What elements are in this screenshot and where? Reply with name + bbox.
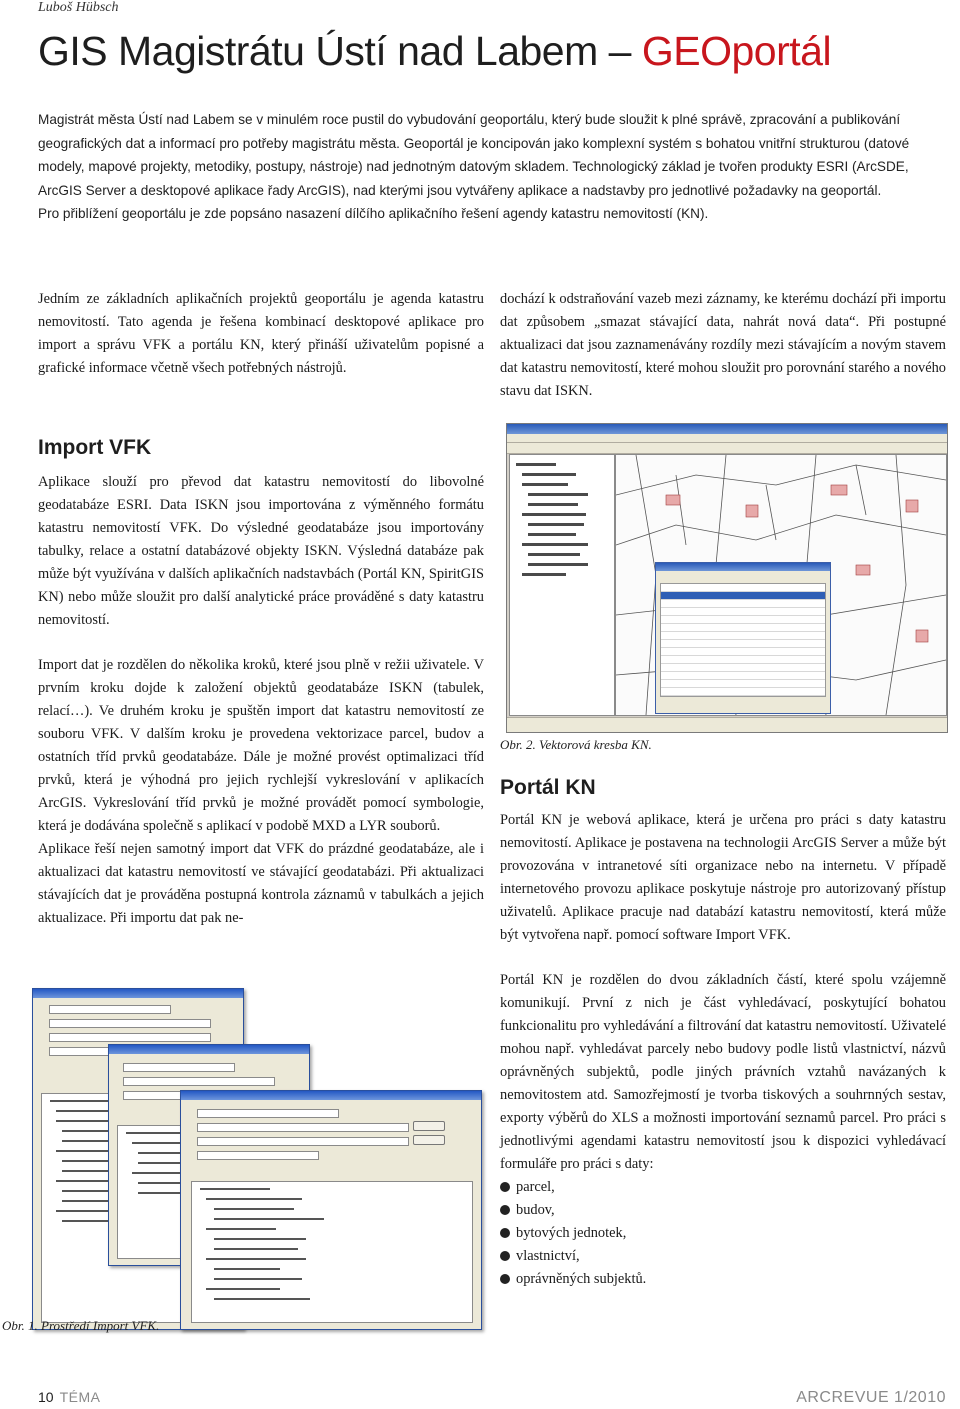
page-footer-left (38, 1389, 100, 1405)
import-vfk-section (38, 471, 484, 930)
bullet-icon (500, 1228, 510, 1238)
portal-kn-p1: Portál KN je webová aplikace, která je určena pro práci s daty katastru nemovitostí. Aplikace je postavena na technologii ArcGIS Server a může být provozována v intranetové síti organizace nebo na internetu. V případě internetového provozu aplikace poskytuje nástroje pro autorizovaný přístup uživatelů. Aplikace pracuje nad databází katastru nemovitostí, která může být vytvořena např. pomocí software Import VFK. (500, 812, 946, 943)
left-intro-text: Jedním ze základních aplikačních projektů geoportálu je agenda katastru nemovitostí. Tato agenda je řešena kombinací desktopové aplikace pro import a správu VFK a portálu KN, který přináší uživatelům popisné a grafické informace včetně všech potřebných nástrojů. (38, 291, 484, 376)
portal-kn-section (500, 809, 946, 1291)
right-intro (500, 288, 946, 403)
section-name: TÉMA (59, 1389, 101, 1405)
portal-kn-heading-wrap (500, 776, 946, 800)
list-item: oprávněných subjektů. (500, 1268, 946, 1291)
lead-text-2: Pro přiblížení geoportálu je zde popsáno nasazení dílčího aplikačního řešení agendy katastru nemovitostí (KN). (38, 206, 709, 221)
page-number: 10 (38, 1389, 54, 1405)
list-item: budov, (500, 1199, 946, 1222)
right-intro-text: dochází k odstraňování vazeb mezi záznamy, ke kterému dochází při importu dat způsobem „smazat stávající data, nahrát nová data“. Při postupné aktualizaci dat jsou zaznamenávány rozdíly mezi stávajícím a novým stavem dat katastru nemovitostí, které mohou sloužit pro porovnání starého a nového stavu dat ISKN. (500, 291, 946, 399)
import-vfk-heading-wrap (38, 436, 484, 460)
import-vfk-heading: Import VFK (38, 436, 152, 459)
magazine-issue: ARCREVUE 1/2010 (796, 1389, 946, 1406)
lead-text-1: Magistrát města Ústí nad Labem se v minulém roce pustil do vybudování geoportálu, který bude sloužit k plné správě, zpracování a publikování geografických dat a informací pro potřeby magistrátu města. Geoportál je koncipován jako komplexní systém s bohatou vnitřní strukturou (datové modely, mapové projekty, metodiky, postupy, nástroje) nad jednotným datovým skladem. Technologický základ je tvořen produkty ESRI (ArcSDE, ArcGIS Server a desktopové aplikace řady ArcGIS), nad kterými jsou vytvářeny aplikace a nadstavby pro jednotlivé požadavky na geoportál. (38, 112, 910, 198)
import-vfk-p2: Import dat je rozdělen do několika kroků, které jsou plně v režii uživatele. V prvním kroku dojde k založení objektů geodatabáze ISKN (tabulek, relací…). Ve druhém kroku je spuštěn import dat katastru nemovitostí ze souboru VFK. V dalším kroku je provedena vektorizace parcel, budov a ostatních tříd prvků geodatabáze. Dále je možné provést optimalizaci tříd prvků, která je výhodná pro jejich rychlejší vykreslování v aplikacích ArcGIS. Vykreslování tříd prvků je možné provádět pomocí symbologie, která je dodávána společně s aplikací v podobě MXD a LYR souborů. (38, 657, 484, 834)
attribute-dialog (655, 562, 831, 714)
layer-tree-panel (509, 454, 615, 716)
import-vfk-window-3 (180, 1090, 482, 1330)
figure-vector-map (506, 423, 948, 733)
author-name: Luboš Hübsch (38, 0, 119, 15)
title-accent: GEOportál (641, 28, 832, 74)
figure-1-caption: Obr. 1. Prostředí Import VFK. (2, 1318, 160, 1333)
portal-kn-p2: Portál KN je rozdělen do dvou základních částí, které spolu vzájemně komunikují. První z nich je část vyhledávací, poskytující bohatou funkcionalitu pro vyhledávání a filtrování dat katastru nemovitostí. Uživatelé mohou např. vyhledávat parcely nebo budovy podle listů vlastnictví, názvů oprávněných subjektů, podle jiných právních vztahů navázaných k nemovitostem atd. Samozřejmostí je tvorba tiskových a souhrnných sestav, exporty výběrů do XLS a možnosti importování seznamů parcel. Pro práci s jednotlivými agendami katastru nemovitostí jsou k dispozici vyhledávací formuláře pro práci s daty: (500, 972, 946, 1172)
search-forms-list (500, 1176, 946, 1291)
bullet-icon (500, 1182, 510, 1192)
bullet-icon (500, 1205, 510, 1215)
lead-paragraph (38, 108, 933, 226)
article-title (38, 28, 831, 75)
figure-import-vfk (0, 988, 486, 1333)
import-vfk-p3: Aplikace řeší nejen samotný import dat VFK do prázdné geodatabáze, ale i aktualizaci dat katastru nemovitostí ve stávající geodatabázi. Při aktualizaci stávajících dat je prováděna postupná kontrola záznamů v tabulkách a jejich aktualizace. Při importu dat pak ne- (38, 841, 484, 926)
portal-kn-heading: Portál KN (500, 776, 596, 799)
figure-2-caption: Obr. 2. Vektorová kresba KN. (500, 737, 652, 752)
bullet-icon (500, 1274, 510, 1284)
title-main: GIS Magistrátu Ústí nad Labem – (38, 28, 642, 74)
list-item: parcel, (500, 1176, 946, 1199)
left-intro (38, 288, 484, 380)
list-item: vlastnictví, (500, 1245, 946, 1268)
list-item: bytových jednotek, (500, 1222, 946, 1245)
import-vfk-p1: Aplikace slouží pro převod dat katastru nemovitostí do libovolné geodatabáze ESRI. Data ISKN jsou importována z výměnného formátu katastru nemovitostí VFK. Do výsledné geodatabáze jsou importovány tabulky, relace a ostatní databázové objekty ISKN. Výsledná databáze pak může být využívána v dalších aplikačních nadstavbách (Portál KN, SpiritGIS KN) nebo může sloužit pro další analytické práce prováděné s daty katastru nemovitostí. (38, 474, 484, 628)
bullet-icon (500, 1251, 510, 1261)
